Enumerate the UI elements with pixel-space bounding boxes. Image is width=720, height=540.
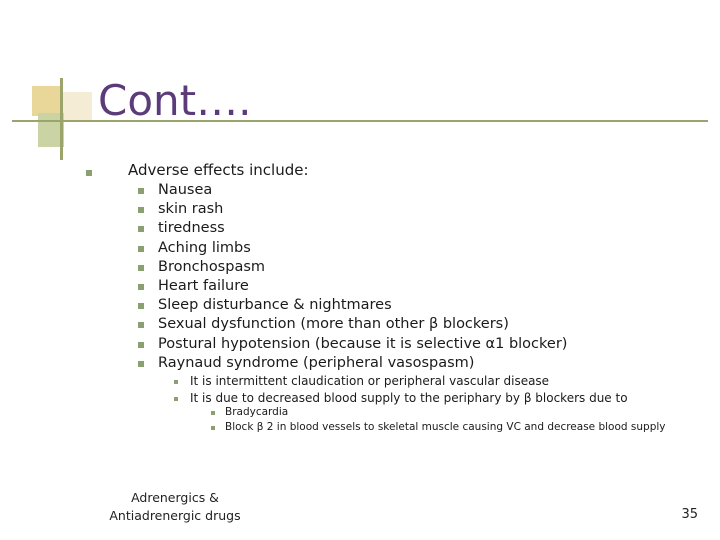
square-bullet-icon: [138, 265, 144, 271]
cause-subpoints: [225, 405, 666, 435]
list-item: [158, 200, 567, 219]
square-bullet-icon: [138, 284, 144, 290]
list-item-text: It is due to decreased blood supply to the periphary by β blockers due to: [190, 391, 628, 405]
list-item-text: Bronchospasm: [158, 258, 266, 275]
list-item: [190, 373, 628, 390]
square-bullet-icon: [138, 226, 144, 232]
list-item-text: tiredness: [158, 220, 225, 237]
list-item: [158, 315, 567, 334]
list-item-text: Postural hypotension (because it is selective α1 blocker): [158, 335, 568, 352]
list-item: [225, 405, 666, 420]
square-bullet-icon: [174, 397, 178, 401]
main-bullet-text: Adverse effects include:: [128, 161, 309, 179]
list-item: [158, 181, 567, 200]
footer-line: Antiadrenergic drugs: [109, 508, 241, 523]
list-item-text: skin rash: [158, 201, 224, 218]
square-bullet-icon: [138, 322, 144, 328]
square-bullet-icon: [211, 426, 215, 430]
square-bullet-icon: [211, 411, 215, 415]
page-number: 35: [681, 507, 698, 522]
square-bullet-icon: [138, 246, 144, 252]
list-item: [158, 335, 567, 354]
list-item-text: Nausea: [158, 182, 213, 198]
list-item: [225, 420, 666, 435]
raynaud-subpoints: [190, 373, 628, 407]
square-bullet-icon: [138, 361, 144, 367]
list-item: [158, 277, 567, 296]
list-item: [158, 258, 567, 277]
slide-footer: [100, 489, 250, 525]
list-item-text: Block β 2 in blood vessels to skeletal muscle causing VC and decrease blood supply: [225, 421, 666, 433]
square-bullet-icon: [174, 380, 178, 384]
decorative-square: [32, 86, 62, 116]
square-bullet-icon: [86, 170, 92, 176]
list-item-text: Sexual dysfunction (more than other β blockers): [158, 316, 509, 333]
list-item: [158, 239, 567, 258]
list-item: [158, 219, 567, 238]
effects-list: [158, 181, 567, 373]
list-item-text: Heart failure: [158, 277, 249, 294]
list-item-text: Sleep disturbance & nightmares: [158, 297, 392, 314]
list-item: [158, 354, 567, 373]
square-bullet-icon: [138, 303, 144, 309]
square-bullet-icon: [138, 207, 144, 213]
square-bullet-icon: [138, 342, 144, 348]
main-bullet: [128, 161, 309, 179]
square-bullet-icon: [138, 188, 144, 194]
list-item-text: It is intermittent claudication or peripheral vascular disease: [190, 374, 550, 388]
footer-line: Adrenergics &: [131, 490, 219, 505]
list-item-text: Aching limbs: [158, 239, 251, 256]
list-item-text: Bradycardia: [225, 406, 289, 418]
decorative-vertical-line: [60, 78, 63, 160]
list-item: [158, 296, 567, 315]
slide-title: Cont….: [98, 76, 252, 125]
list-item-text: Raynaud syndrome (peripheral vasospasm): [158, 354, 475, 371]
